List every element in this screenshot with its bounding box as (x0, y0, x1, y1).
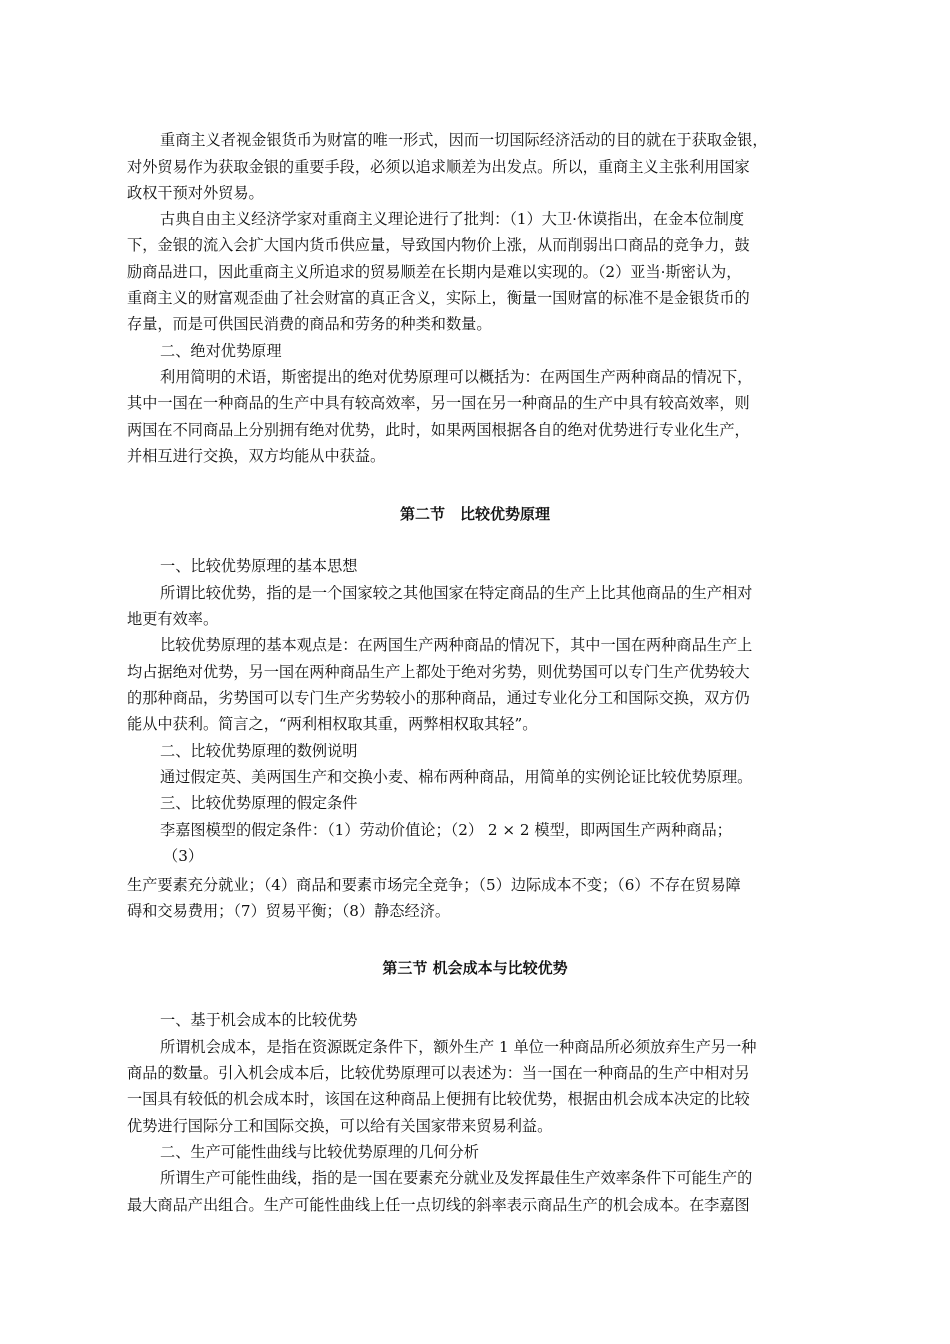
paragraph-line: 所谓机会成本，是指在资源既定条件下，额外生产 1 单位一种商品所必须放弃生产另一种 (160, 1038, 757, 1056)
paragraph-line: 政权干预对外贸易。 (127, 184, 264, 202)
paragraph-line: 的那种商品，劣势国可以专门生产劣势较小的那种商品，通过专业化分工和国际交换，双方仍 (127, 689, 750, 707)
paragraph-line: 一国具有较低的机会成本时，该国在这种商品上便拥有比较优势，根据由机会成本决定的比较 (127, 1090, 750, 1108)
paragraph-line: 生产要素充分就业；（4）商品和要素市场完全竞争；（5）边际成本不变；（6）不存在贸易障 (127, 876, 741, 894)
paragraph-line: 碍和交易费用；（7）贸易平衡；（8）静态经济。 (127, 902, 451, 920)
paragraph-line: 对外贸易作为获取金银的重要手段，必须以追求顺差为出发点。所以，重商主义主张利用国家 (127, 158, 750, 176)
paragraph-line: 最大商品产出组合。生产可能性曲线上任一点切线的斜率表示商品生产的机会成本。在李嘉图 (127, 1196, 750, 1214)
paragraph-line: 均占据绝对优势，另一国在两种商品生产上都处于绝对劣势，则优势国可以专门生产优势较大 (127, 663, 750, 681)
paragraph-line: 存量，而是可供国民消费的商品和劳务的种类和数量。 (127, 315, 492, 333)
paragraph-line: 励商品进口，因此重商主义所追求的贸易顺差在长期内是难以实现的。（2）亚当·斯密认为， (127, 263, 742, 281)
paragraph-line: 其中一国在一种商品的生产中具有较高效率，另一国在另一种商品的生产中具有较高效率，则 (127, 394, 750, 412)
paragraph-line: 并相互进行交换，双方均能从中获益。 (127, 447, 386, 465)
paragraph-line: 能从中获利。简言之，“两利相权取其重，两弊相权取其轻”。 (127, 715, 538, 733)
paragraph-line: （3） (163, 847, 204, 865)
subsection-heading: 二、比较优势原理的数例说明 (160, 742, 358, 760)
subsection-heading: 一、比较优势原理的基本思想 (160, 557, 358, 575)
subsection-heading: 二、绝对优势原理 (160, 342, 282, 360)
paragraph-line: 通过假定英、美两国生产和交换小麦、棉布两种商品，用简单的实例论证比较优势原理。 (160, 768, 753, 786)
paragraph-line: 所谓比较优势，指的是一个国家较之其他国家在特定商品的生产上比其他商品的生产相对 (160, 584, 753, 602)
paragraph-line: 所谓生产可能性曲线，指的是一国在要素充分就业及发挥最佳生产效率条件下可能生产的 (160, 1169, 753, 1187)
paragraph-line: 古典自由主义经济学家对重商主义理论进行了批判：（1）大卫·休谟指出，在金本位制度 (160, 210, 745, 228)
subsection-heading: 一、基于机会成本的比较优势 (160, 1011, 358, 1029)
subsection-heading: 三、比较优势原理的假定条件 (160, 794, 358, 812)
paragraph-line: 利用简明的术语，斯密提出的绝对优势原理可以概括为：在两国生产两种商品的情况下， (160, 368, 753, 386)
paragraph-line: 优势进行国际分工和国际交换，可以给有关国家带来贸易利益。 (127, 1117, 553, 1135)
paragraph-line: 重商主义的财富观歪曲了社会财富的真正含义，实际上，衡量一国财富的标准不是金银货币的 (127, 289, 750, 307)
section-heading: 第二节 比较优势原理 (399, 505, 550, 523)
paragraph-line: 下，金银的流入会扩大国内货币供应量，导致国内物价上涨，从而削弱出口商品的竞争力，鼓 (127, 236, 750, 254)
paragraph-line: 商品的数量。引入机会成本后，比较优势原理可以表述为：当一国在一种商品的生产中相对另 (127, 1064, 750, 1082)
paragraph-line: 两国在不同商品上分别拥有绝对优势，此时，如果两国根据各自的绝对优势进行专业化生产， (127, 421, 750, 439)
paragraph-line: 地更有效率。 (127, 610, 219, 628)
paragraph-line: 重商主义者视金银货币为财富的唯一形式，因而一切国际经济活动的目的就在于获取金银， (160, 131, 768, 149)
paragraph-line: 李嘉图模型的假定条件：（1）劳动价值论；（2） 2 × 2 模型，即两国生产两种商品； (160, 821, 732, 839)
subsection-heading: 二、生产可能性曲线与比较优势原理的几何分析 (160, 1143, 479, 1161)
paragraph-line: 比较优势原理的基本观点是：在两国生产两种商品的情况下，其中一国在两种商品生产上 (160, 636, 753, 654)
section-heading: 第三节 机会成本与比较优势 (382, 959, 568, 977)
